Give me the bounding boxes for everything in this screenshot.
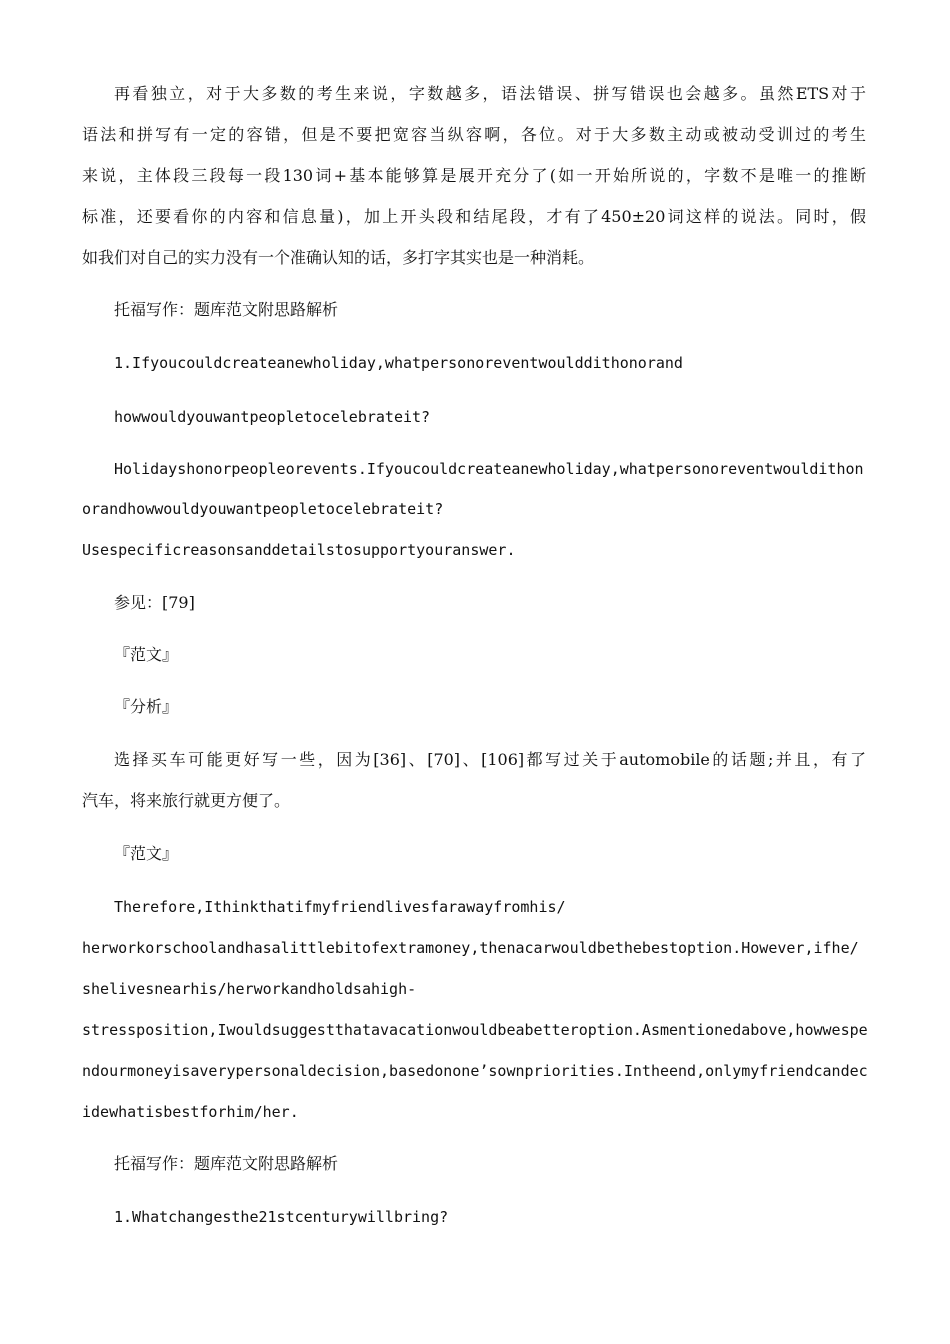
question-line: howwouldyouwantpeopletocelebrateit?: [114, 408, 431, 426]
sample-line: idewhatisbestforhim/her.: [82, 1103, 299, 1121]
sample-line: shelivesnearhis/herworkandholdsahigh-: [82, 980, 417, 998]
analysis-line: 选择买车可能更好写一些，因为[36]、[70]、[106]都写过关于automobile的话题;并且，有了: [114, 750, 866, 769]
analysis-line: 汽车，将来旅行就更方便了。: [82, 791, 291, 810]
sample-line: Therefore,Ithinkthatifmyfriendlivesfarawayfromhis/: [114, 898, 566, 916]
prompt-line: orandhowwouldyouwantpeopletocelebrateit?: [82, 500, 444, 518]
section-heading: 托福写作：题库范文附思路解析: [114, 300, 339, 319]
prompt-line: Usespecificreasonsanddetailstosupportyouranswer.: [82, 541, 516, 559]
paragraph-line: 如我们对自己的实力没有一个准确认知的话，多打字其实也是一种消耗。: [82, 248, 595, 267]
analysis-label: 『分析』: [114, 697, 179, 716]
paragraph-line: 标准，还要看你的内容和信息量)，加上开头段和结尾段，才有了450±20词这样的说法。同时，假: [82, 207, 866, 226]
sample-line: ndourmoneyisaverypersonaldecision,basedonone’sownpriorities.Intheend,onlymyfriendcandec: [82, 1062, 868, 1080]
section-heading: 托福写作：题库范文附思路解析: [114, 1154, 339, 1173]
question-line: 1.Whatchangesthe21stcenturywillbring?: [114, 1208, 449, 1226]
sample-line: herworkorschoolandhasalittlebitofextramoney,thenacarwouldbethebestoption.However,ifhe/: [82, 939, 859, 957]
sample-label: 『范文』: [114, 844, 179, 863]
paragraph-line: 再看独立，对于大多数的考生来说，字数越多，语法错误、拼写错误也会越多。虽然ETS对于: [114, 84, 866, 103]
paragraph-line: 来说，主体段三段每一段130词+基本能够算是展开充分了(如一开始所说的，字数不是唯一的推断: [82, 166, 866, 185]
sample-label: 『范文』: [114, 645, 179, 664]
prompt-line: Holidayshonorpeopleorevents.Ifyoucouldcreateanewholiday,whatpersonoreventwouldithon: [114, 460, 864, 478]
sample-line: stressposition,Iwouldsuggestthatavacationwouldbeabetteroption.Asmentionedabove,howwespe: [82, 1021, 868, 1039]
question-line: 1.Ifyoucouldcreateanewholiday,whatpersonoreventwoulddithonorand: [114, 354, 683, 372]
reference-text: 参见：[79]: [114, 593, 195, 612]
paragraph-line: 语法和拼写有一定的容错，但是不要把宽容当纵容啊，各位。对于大多数主动或被动受训过的考生: [82, 125, 866, 144]
